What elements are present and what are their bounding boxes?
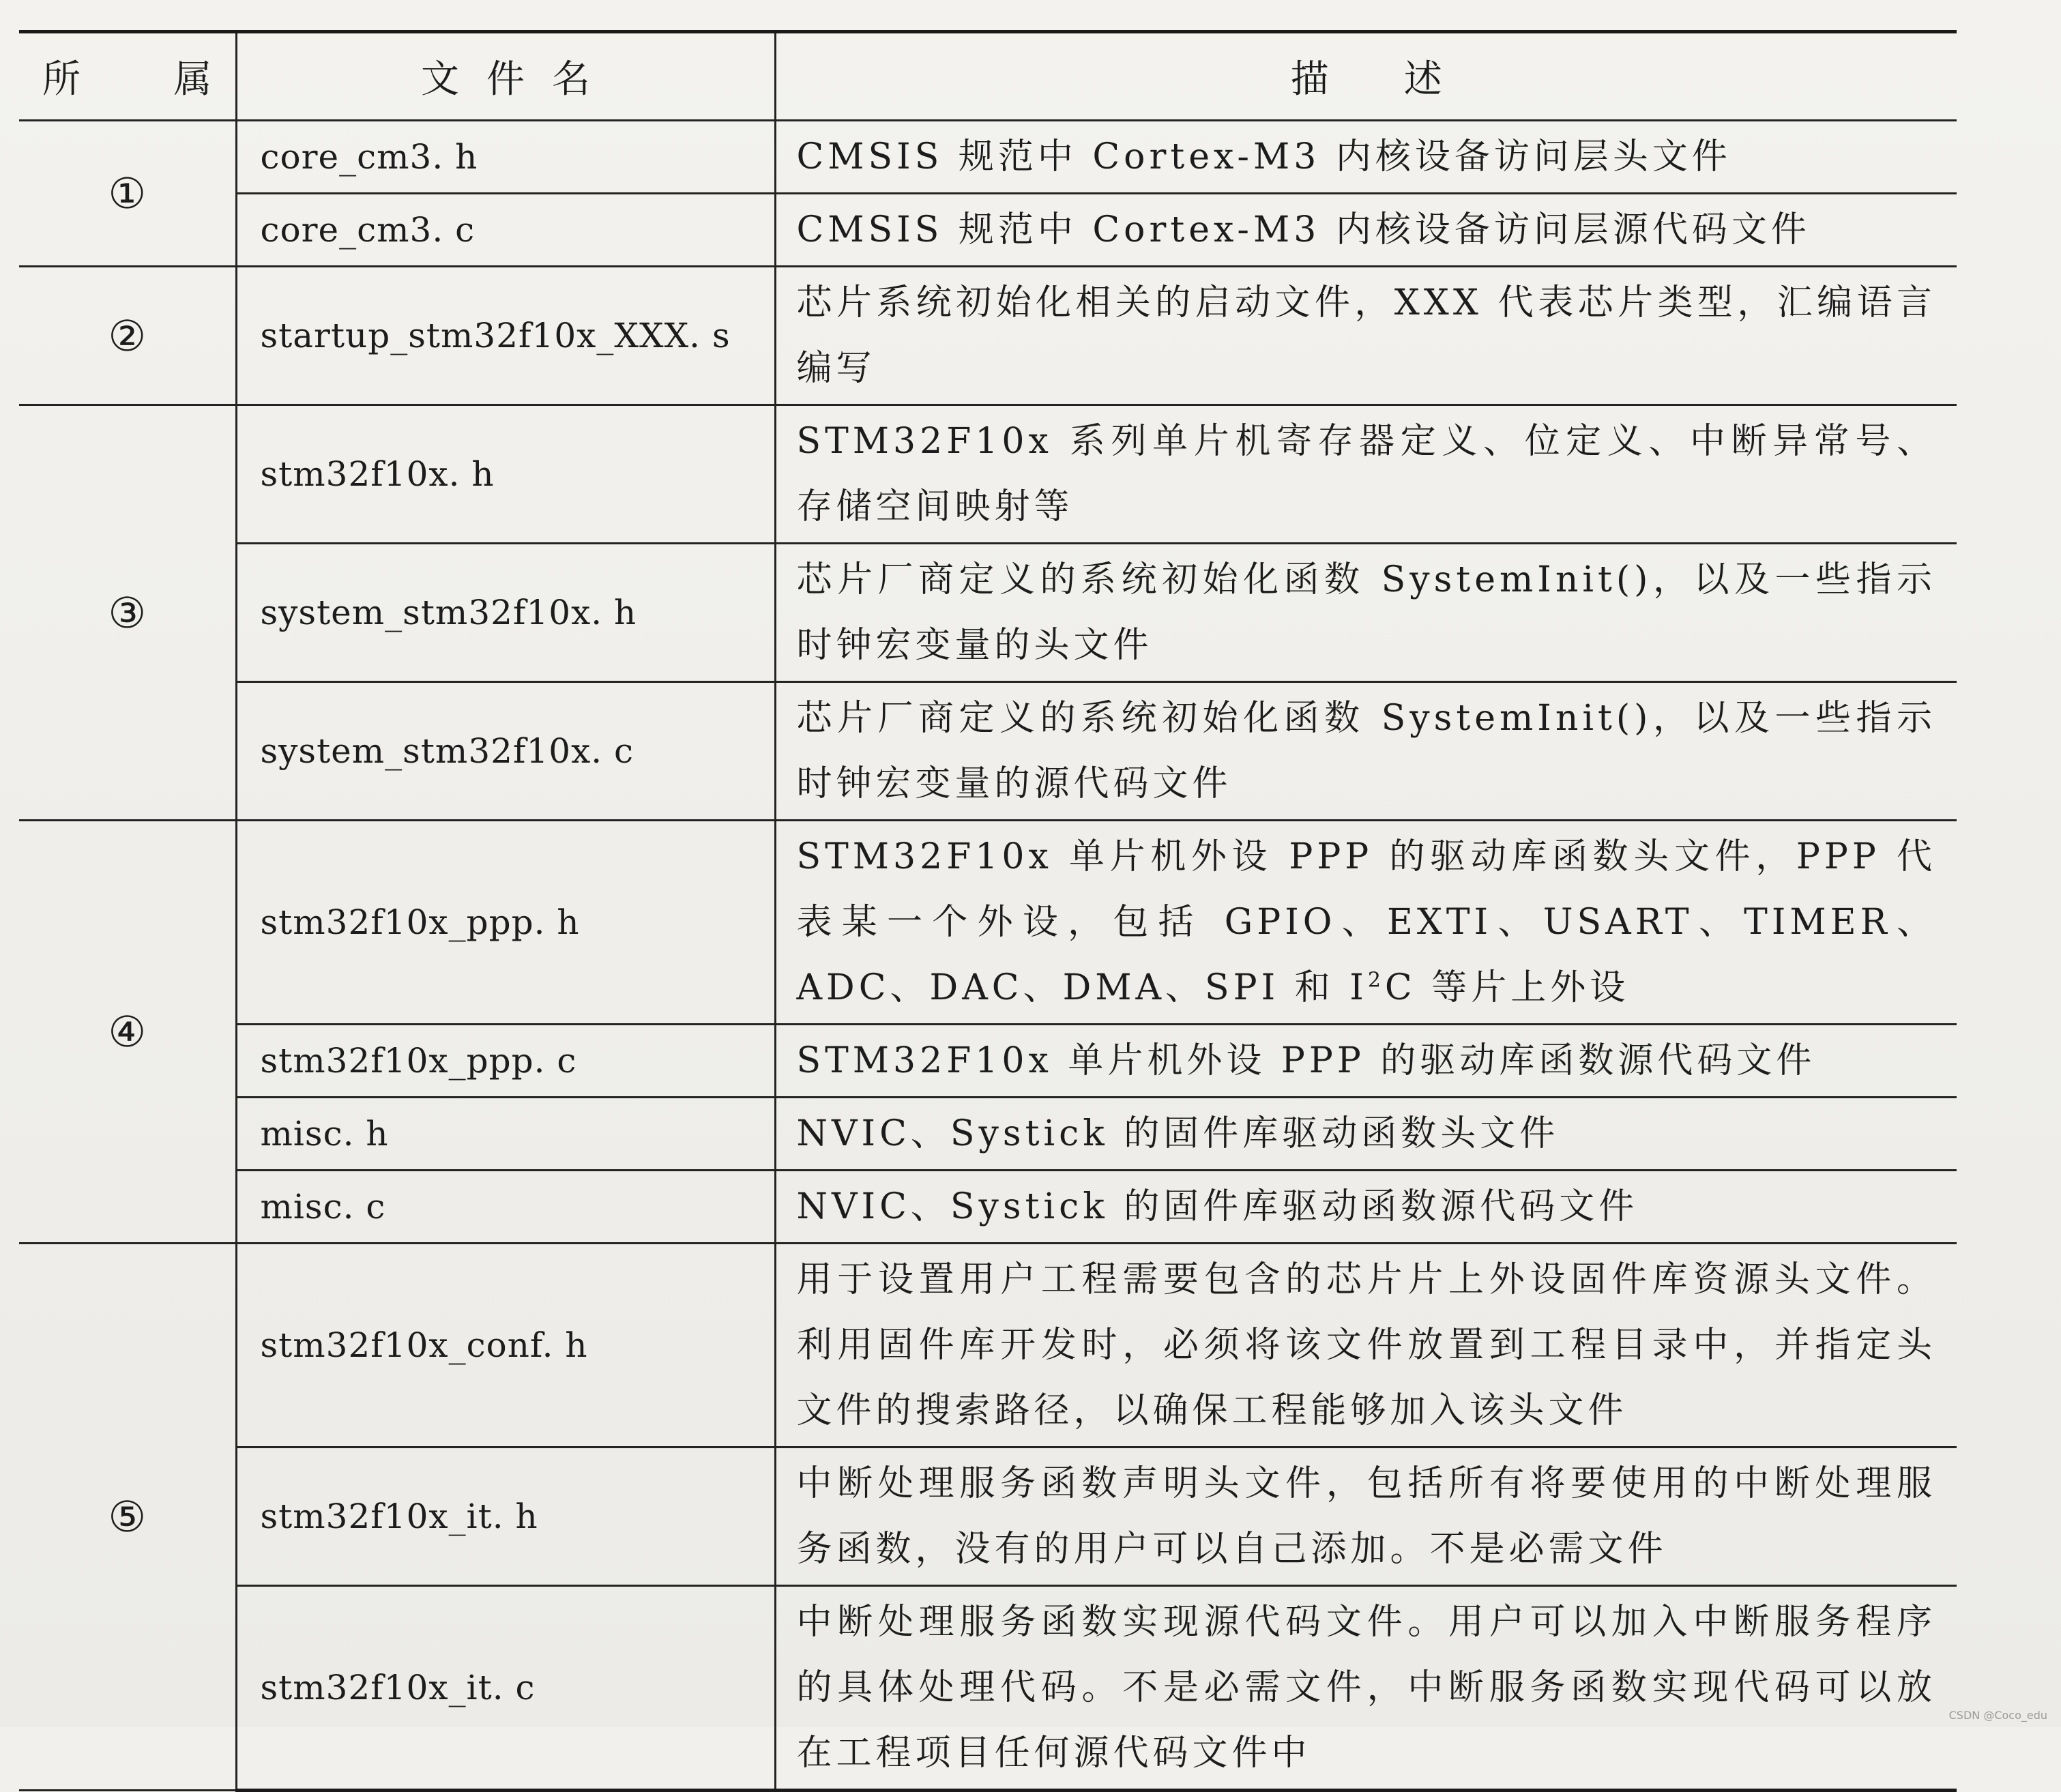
file-description: 用于设置用户工程需要包含的芯片片上外设固件库资源头文件。利用固件库开发时，必须将该文件放置到工程目录中，并指定头文件的搜索路径，以确保工程能够加入该头文件 — [775, 1244, 1957, 1448]
file-description: NVIC、Systick 的固件库驱动函数源代码文件 — [775, 1171, 1957, 1244]
file-description: STM32F10x 单片机外设 PPP 的驱动库函数源代码文件 — [775, 1025, 1957, 1098]
table-row — [19, 1025, 1957, 1098]
table-row — [19, 544, 1957, 682]
file-name: stm32f10x_it. h — [236, 1448, 775, 1586]
file-name: misc. h — [236, 1098, 775, 1171]
file-description: CMSIS 规范中 Cortex-M3 内核设备访问层头文件 — [775, 121, 1957, 194]
table-row — [19, 121, 1957, 194]
file-description: 中断处理服务函数声明头文件，包括所有将要使用的中断处理服务函数，没有的用户可以自己添加。不是必需文件 — [775, 1448, 1957, 1586]
table-row — [19, 1098, 1957, 1171]
file-name: system_stm32f10x. c — [236, 682, 775, 821]
file-name: core_cm3. h — [236, 121, 775, 194]
table-row — [19, 194, 1957, 267]
file-name: system_stm32f10x. h — [236, 544, 775, 682]
header-filename: 文件名 — [236, 32, 775, 121]
desc-text: STM32F10x 单片机外设 PPP 的驱动库函数头文件，PPP 代表某一个外设，包括 GPIO、EXTI、USART、TIMER、ADC、DAC、DMA、SPI 和 I — [796, 836, 1936, 1008]
file-name: stm32f10x_ppp. h — [236, 821, 775, 1025]
table-row — [19, 682, 1957, 821]
header-group: 所属 — [19, 32, 236, 121]
file-description: NVIC、Systick 的固件库驱动函数头文件 — [775, 1098, 1957, 1171]
table-row — [19, 405, 1957, 544]
file-description: 芯片厂商定义的系统初始化函数 SystemInit()，以及一些指示时钟宏变量的头文件 — [775, 544, 1957, 682]
file-name: stm32f10x. h — [236, 405, 775, 544]
file-description: 芯片系统初始化相关的启动文件，XXX 代表芯片类型，汇编语言编写 — [775, 267, 1957, 405]
group-label: ⑤ — [19, 1244, 236, 1791]
table-row — [19, 1171, 1957, 1244]
group-label: ① — [19, 121, 236, 267]
table-row — [19, 1244, 1957, 1448]
file-description: 芯片厂商定义的系统初始化函数 SystemInit()，以及一些指示时钟宏变量的源代码文件 — [775, 682, 1957, 821]
header-description: 描述 — [775, 32, 1957, 121]
file-name: stm32f10x_ppp. c — [236, 1025, 775, 1098]
table-row — [19, 821, 1957, 1025]
group-label: ② — [19, 267, 236, 405]
desc-text: C 等片上外设 — [1384, 967, 1630, 1008]
table-row — [19, 1586, 1957, 1791]
file-description: CMSIS 规范中 Cortex-M3 内核设备访问层源代码文件 — [775, 194, 1957, 267]
file-name: startup_stm32f10x_XXX. s — [236, 267, 775, 405]
group-label: ④ — [19, 821, 236, 1244]
watermark: CSDN @Coco_edu — [1948, 1709, 2047, 1722]
file-description: STM32F10x 系列单片机寄存器定义、位定义、中断异常号、存储空间映射等 — [775, 405, 1957, 544]
file-name: stm32f10x_conf. h — [236, 1244, 775, 1448]
file-name: core_cm3. c — [236, 194, 775, 267]
table-row — [19, 1448, 1957, 1586]
file-name: stm32f10x_it. c — [236, 1586, 775, 1791]
table-row — [19, 267, 1957, 405]
file-description: 中断处理服务函数实现源代码文件。用户可以加入中断服务程序的具体处理代码。不是必需文件，中断服务函数实现代码可以放在工程项目任何源代码文件中 — [775, 1586, 1957, 1791]
file-description — [775, 821, 1957, 1025]
group-label: ③ — [19, 405, 236, 821]
superscript-2: 2 — [1367, 968, 1385, 993]
table-header-row — [19, 32, 1957, 121]
file-description-table — [19, 30, 1957, 1792]
file-name: misc. c — [236, 1171, 775, 1244]
